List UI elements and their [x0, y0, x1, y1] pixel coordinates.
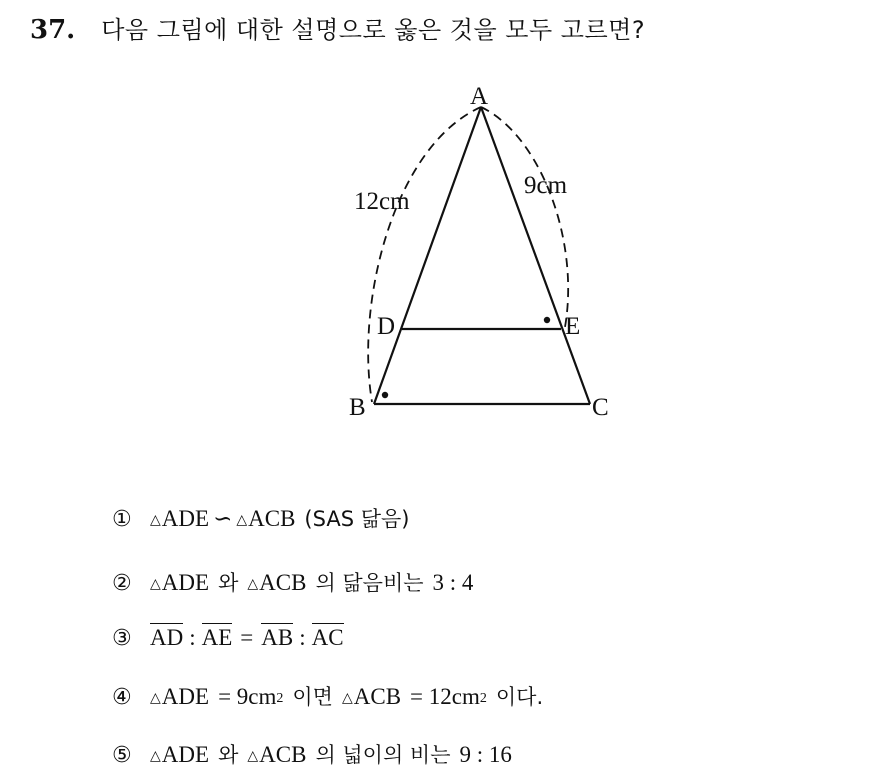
- triangle-symbol: △: [150, 691, 161, 706]
- angle-mark-b: [382, 392, 388, 398]
- segment-ac: [481, 107, 590, 404]
- triangle-ade: ADE: [161, 506, 210, 531]
- triangle-ade: ADE: [161, 742, 210, 767]
- superscript: 2: [276, 691, 284, 706]
- choice-marker: ①: [112, 507, 132, 532]
- segment-ab-text: AB: [261, 625, 294, 650]
- triangle-symbol: △: [236, 513, 248, 528]
- angle-mark-e: [544, 317, 550, 323]
- triangle-acb: ACB: [259, 742, 307, 767]
- choice-1[interactable]: [112, 503, 409, 533]
- statement-text: 의 넓이의 비는: [315, 743, 451, 767]
- vertex-label-c: C: [592, 394, 609, 421]
- choice-2[interactable]: [112, 567, 473, 597]
- ratio-value: 3 : 4: [432, 570, 474, 595]
- choice-marker: ③: [112, 626, 132, 651]
- length-label-ae: 9cm: [524, 172, 568, 199]
- vertex-label-b: B: [349, 394, 366, 421]
- triangle-symbol: △: [150, 749, 161, 764]
- ratio-value: 9 : 16: [459, 742, 512, 767]
- superscript: 2: [479, 691, 487, 706]
- triangle-symbol: △: [341, 691, 353, 706]
- choice-marker: ④: [112, 685, 132, 710]
- triangle-acb: ACB: [259, 570, 307, 595]
- question-number: 37.: [30, 15, 76, 45]
- triangle-acb: ACB: [353, 684, 402, 709]
- connector-text: 와: [218, 571, 239, 595]
- choice-note: (SAS 닮음): [304, 507, 410, 531]
- segment-ad: AD: [150, 625, 184, 650]
- triangle-symbol: △: [150, 577, 161, 592]
- choice-marker: ②: [112, 571, 132, 596]
- triangle-symbol: △: [247, 577, 259, 592]
- question-text: 다음 그림에 대한 설명으로 옳은 것을 모두 고르면?: [101, 16, 646, 44]
- vertex-label-a: A: [470, 83, 489, 110]
- ending-text: 이다.: [495, 685, 544, 709]
- connector-text: 와: [218, 743, 239, 767]
- area-value-acb: = 12cm: [410, 684, 480, 709]
- colon: :: [299, 625, 306, 650]
- triangle-acb: ACB: [248, 506, 296, 531]
- colon: :: [189, 625, 196, 650]
- length-label-ab: 12cm: [354, 188, 410, 215]
- segment-ab: [374, 107, 481, 404]
- area-value-ade: = 9cm: [218, 684, 277, 709]
- triangle-symbol: △: [150, 513, 161, 528]
- equals-sign: =: [240, 625, 254, 650]
- segment-ae: AE: [201, 625, 233, 650]
- connector-text: 이면: [292, 685, 333, 709]
- triangle-ade: ADE: [161, 684, 210, 709]
- triangle-symbol: △: [247, 749, 259, 764]
- vertex-label-e: E: [565, 313, 581, 340]
- statement-text: 의 닮음비는: [315, 571, 424, 595]
- vertex-label-d: D: [377, 313, 396, 340]
- similar-symbol: ∽: [213, 506, 233, 531]
- segment-ac-text: AC: [311, 625, 344, 650]
- choice-marker: ⑤: [112, 743, 132, 768]
- triangle-ade: ADE: [161, 570, 210, 595]
- choice-4[interactable]: [112, 681, 543, 711]
- choice-3[interactable]: [112, 623, 344, 651]
